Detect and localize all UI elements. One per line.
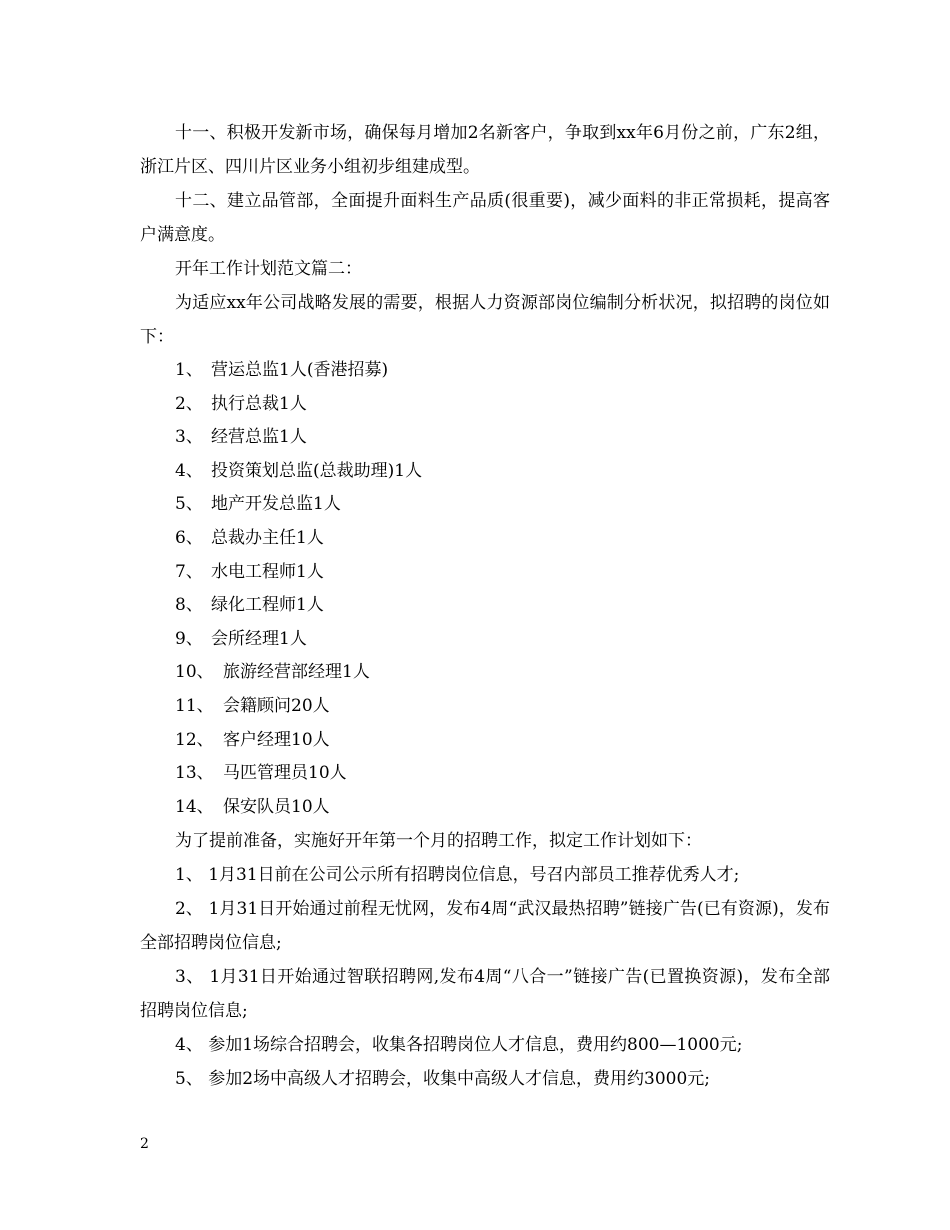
section-heading: 开年工作计划范文篇二：	[175, 259, 362, 279]
paragraph-market-expansion: 十一、积极开发新市场，确保每月增加2名新客户，争取到xx年6月份之前，广东2组，浙江片区、四川片区业务小组初步组建成型。	[140, 123, 830, 177]
list-item: 7、 水电工程师1人	[175, 561, 324, 582]
plan-item: 5、 参加2场中高级人才招聘会，收集中高级人才信息，费用约3000元;	[175, 1069, 711, 1090]
list-item: 3、 经营总监1人	[175, 427, 307, 448]
paragraph-recruitment-intro: 为适应xx年公司战略发展的需要，根据人力资源部岗位编制分析状况，拟招聘的岗位如下：	[140, 293, 830, 347]
plan-item: 1、 1月31日前在公司公示所有招聘岗位信息，号召内部员工推荐优秀人才;	[175, 865, 740, 886]
paragraph-quality-dept: 十二、建立品管部，全面提升面料生产品质(很重要)，减少面料的非正常损耗，提高客户满意度。	[140, 191, 830, 245]
positions-list	[140, 354, 830, 824]
page-number: 2	[140, 1136, 149, 1152]
paragraph-plan-intro: 为了提前准备，实施好开年第一个月的招聘工作，拟定工作计划如下：	[175, 831, 702, 852]
list-item: 9、 会所经理1人	[175, 628, 307, 649]
plan-item: 3、 1月31日开始通过智联招聘网,发布4周“八合一”链接广告(已置换资源)，发布全部招聘岗位信息;	[140, 967, 830, 1022]
list-item: 10、 旅游经营部经理1人	[175, 662, 370, 683]
plan-item: 2、 1月31日开始通过前程无忧网，发布4周“武汉最热招聘”链接广告(已有资源)，发布全部招聘岗位信息;	[140, 899, 830, 954]
list-item: 2、 执行总裁1人	[175, 393, 307, 414]
document-body	[140, 116, 830, 1096]
list-item: 14、 保安队员10人	[175, 796, 330, 817]
list-item: 1、 营运总监1人(香港招募)	[175, 360, 389, 380]
list-item: 6、 总裁办主任1人	[175, 527, 324, 548]
list-item: 11、 会籍顾问20人	[175, 695, 330, 716]
list-item: 4、 投资策划总监(总裁助理)1人	[175, 460, 423, 481]
plan-item: 4、 参加1场综合招聘会，收集各招聘岗位人才信息，费用约800—1000元;	[175, 1035, 743, 1056]
list-item: 12、 客户经理10人	[175, 729, 330, 750]
list-item: 5、 地产开发总监1人	[175, 494, 341, 515]
list-item: 13、 马匹管理员10人	[175, 763, 347, 784]
list-item: 8、 绿化工程师1人	[175, 595, 324, 616]
